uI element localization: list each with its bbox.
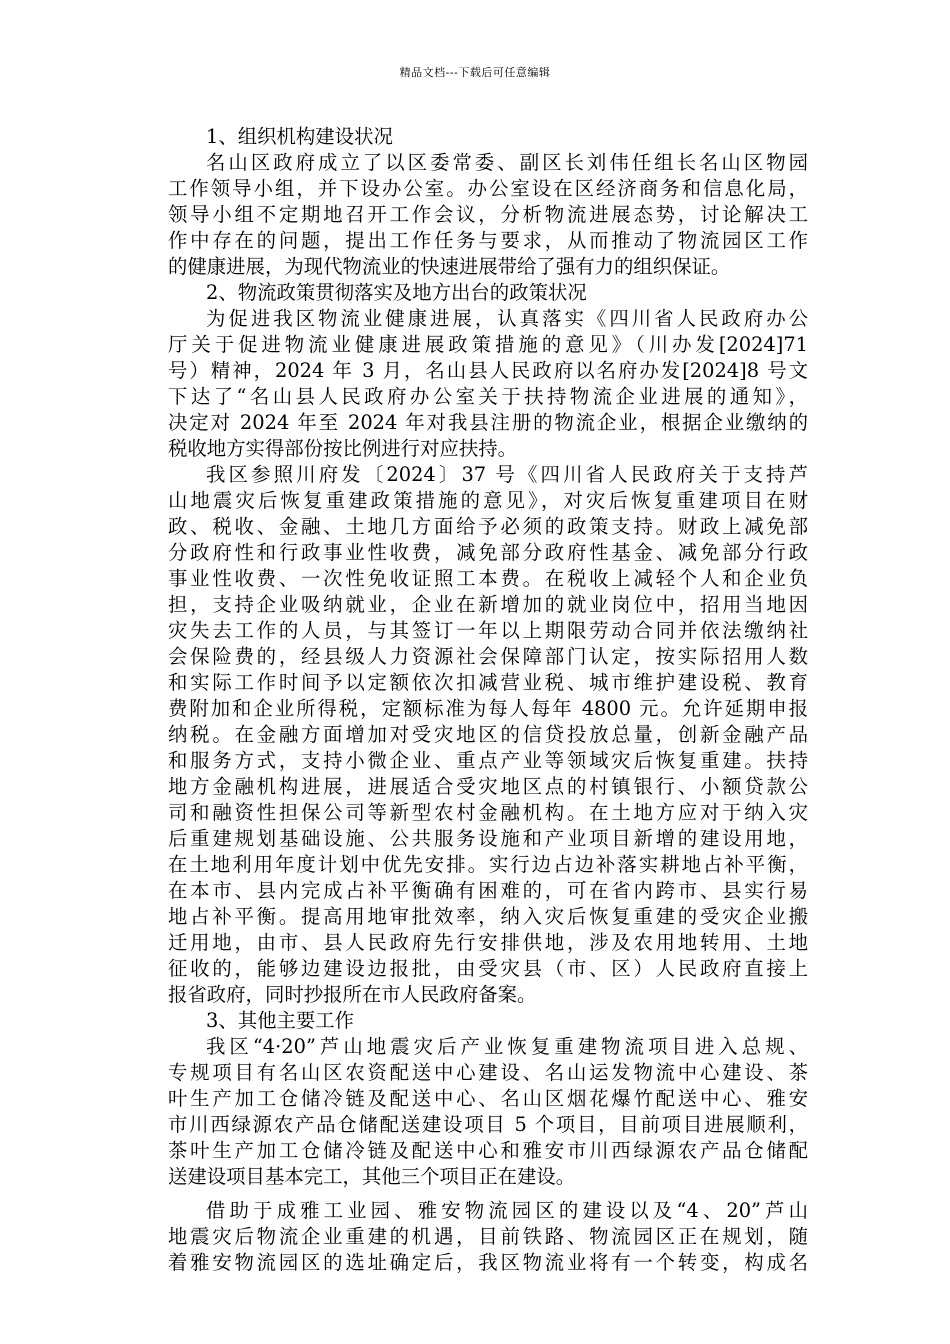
text-line: 号）精神，2024 年 3 月，名山县人民政府以名府办发[2024]8 号文 (168, 359, 808, 382)
text-line: 征收的，能够边建设边报批，由受灾县（市、区）人民政府直接上 (168, 957, 808, 980)
paragraph-first-line: 2、物流政策贯彻落实及地方出台的政策状况 (206, 281, 587, 304)
paragraph-first-line: 名山区政府成立了以区委常委、副区长刘伟任组长名山区物园 (206, 151, 808, 174)
text-line: 专规项目有名山区农资配送中心建设、名山运发物流中心建设、茶 (168, 1061, 808, 1084)
text-line: 领导小组不定期地召开工作会议，分析物流进展态势，讨论解决工 (168, 203, 808, 226)
text-line: 报省政府，同时抄报所在市人民政府备案。 (168, 983, 537, 1006)
paragraph-first-line: 借助于成雅工业园、雅安物流园区的建设以及“4、20”芦山 (206, 1199, 808, 1222)
paragraph-first-line: 3、其他主要工作 (206, 1009, 355, 1032)
text-line: 作中存在的问题，提出工作任务与要求，从而推动了物流园区工作 (168, 229, 808, 252)
text-line: 山地震灾后恢复重建政策措施的意见》，对灾后恢复重建项目在财 (168, 489, 808, 512)
text-line: 和实际工作时间予以定额依次扣减营业税、城市维护建设税、教育 (168, 671, 808, 694)
text-line: 地震灾后物流企业重建的机遇，目前铁路、物流园区正在规划，随 (168, 1225, 808, 1248)
text-line: 后重建规划基础设施、公共服务设施和产业项目新增的建设用地， (168, 827, 808, 850)
text-line: 茶叶生产加工仓储冷链及配送中心和雅安市川西绿源农产品仓储配 (168, 1139, 808, 1162)
page-header: 精品文档---下载后可任意编辑 (399, 66, 551, 79)
text-line: 着雅安物流园区的选址确定后，我区物流业将有一个转变，构成名 (168, 1251, 808, 1274)
text-line: 地占补平衡。提高用地审批效率，纳入灾后恢复重建的受灾企业搬 (168, 905, 808, 928)
text-line: 叶生产加工仓储冷链及配送中心、名山区烟花爆竹配送中心、雅安 (168, 1087, 808, 1110)
text-line: 市川西绿源农产品仓储配送建设项目 5 个项目，目前项目进展顺利， (168, 1113, 808, 1136)
text-line: 送建设项目基本完工，其他三个项目正在建设。 (168, 1165, 576, 1188)
text-line: 会保险费的，经县级人力资源社会保障部门认定，按实际招用人数 (168, 645, 808, 668)
text-line: 费附加和企业所得税，定额标准为每人每年 4800 元。允许延期申报 (168, 697, 808, 720)
paragraph-first-line: 我区“4·20”芦山地震灾后产业恢复重建物流项目进入总规、 (206, 1035, 808, 1058)
text-line: 的健康进展，为现代物流业的快速进展带给了强有力的组织保证。 (168, 255, 731, 278)
paragraph-first-line: 我区参照川府发〔2024〕37 号《四川省人民政府关于支持芦 (206, 463, 808, 486)
text-line: 税收地方实得部份按比例进行对应扶持。 (168, 437, 518, 460)
text-line: 分政府性和行政事业性收费，减免部分政府性基金、减免部分行政 (168, 541, 808, 564)
text-line: 地方金融机构进展，进展适合受灾地区点的村镇银行、小额贷款公 (168, 775, 808, 798)
text-line: 纳税。在金融方面增加对受灾地区的信贷投放总量，创新金融产品 (168, 723, 808, 746)
paragraph-first-line: 1、组织机构建设状况 (206, 125, 393, 148)
text-line: 在本市、县内完成占补平衡确有困难的，可在省内跨市、县实行易 (168, 879, 808, 902)
text-line: 迁用地，由市、县人民政府先行安排供地，涉及农用地转用、土地 (168, 931, 808, 954)
text-line: 担，支持企业吸纳就业，企业在新增加的就业岗位中，招用当地因 (168, 593, 808, 616)
paragraph-first-line: 为促进我区物流业健康进展，认真落实《四川省人民政府办公 (206, 307, 808, 330)
text-line: 政、税收、金融、土地几方面给予必须的政策支持。财政上减免部 (168, 515, 808, 538)
text-line: 灾失去工作的人员，与其签订一年以上期限劳动合同并依法缴纳社 (168, 619, 808, 642)
text-line: 决定对 2024 年至 2024 年对我县注册的物流企业，根据企业缴纳的 (168, 411, 808, 434)
paragraph-gap (168, 1190, 808, 1198)
text-line: 在土地利用年度计划中优先安排。实行边占边补落实耕地占补平衡， (168, 853, 808, 876)
text-line: 下达了“名山县人民政府办公室关于扶持物流企业进展的通知》， (168, 385, 808, 408)
text-line: 和服务方式，支持小微企业、重点产业等领域灾后恢复重建。扶持 (168, 749, 808, 772)
text-line: 工作领导小组，并下设办公室。办公室设在区经济商务和信息化局， (168, 177, 808, 200)
text-line: 事业性收费、一次性免收证照工本费。在税收上减轻个人和企业负 (168, 567, 808, 590)
document-body (168, 124, 808, 1276)
text-line: 厅关于促进物流业健康进展政策措施的意见》（川办发[2024]71 (168, 333, 808, 356)
text-line: 司和融资性担保公司等新型农村金融机构。在土地方应对于纳入灾 (168, 801, 808, 824)
